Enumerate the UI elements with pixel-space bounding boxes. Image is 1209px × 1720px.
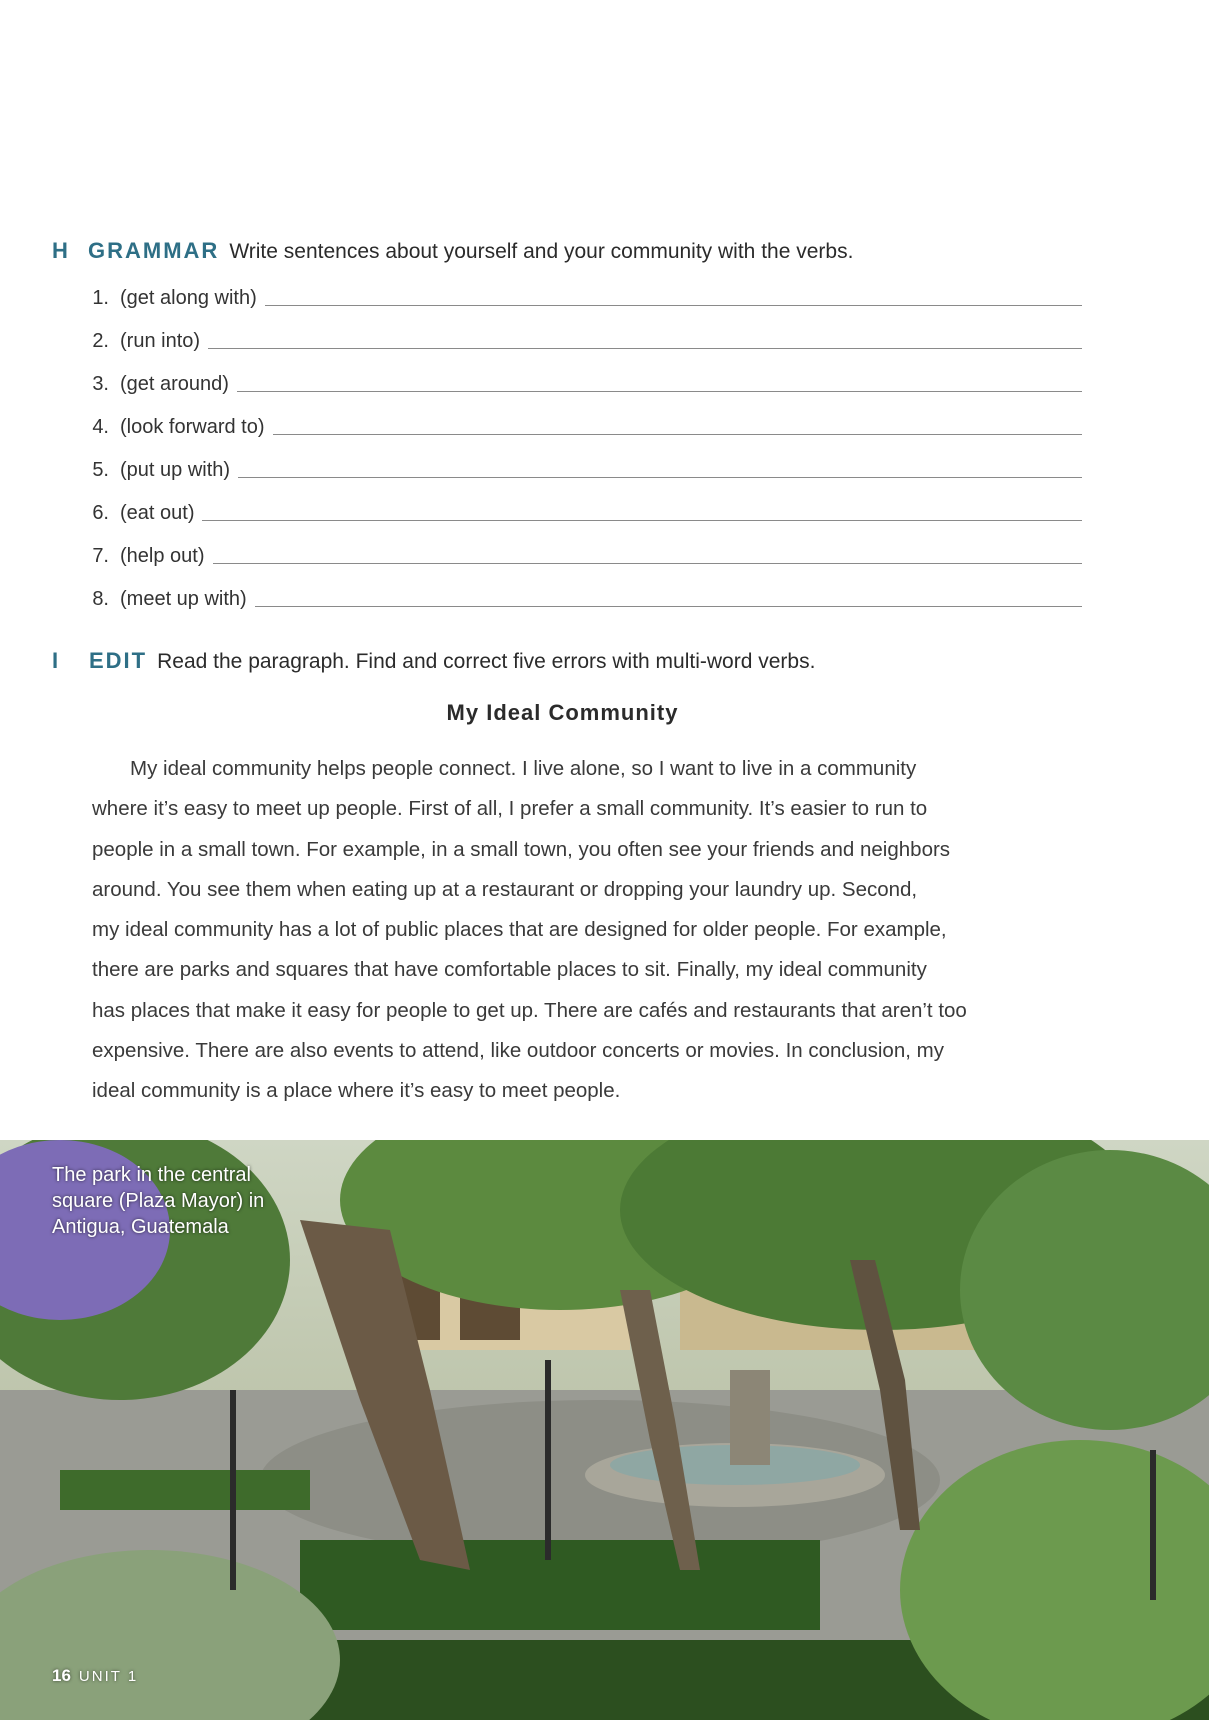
section-h-header: [52, 238, 853, 264]
section-instruction: Write sentences about yourself and your community with the verbs.: [229, 240, 854, 263]
item-verb: (look forward to): [120, 416, 265, 438]
section-letter: I: [52, 648, 59, 673]
item-number: 5.: [92, 459, 109, 481]
section-title: EDIT: [89, 648, 148, 673]
exercise-item: [82, 538, 1082, 568]
answer-line[interactable]: [273, 434, 1083, 435]
unit-label: UNIT 1: [78, 1668, 139, 1685]
essay-line: My ideal community helps people connect. I live alone, so I want to live in a community: [130, 757, 917, 780]
exercise-item: [82, 366, 1082, 396]
essay-line: my ideal community has a lot of public places that are designed for older people. For example,: [92, 918, 947, 942]
exercise-item: [82, 495, 1082, 525]
item-verb: (run into): [120, 330, 201, 352]
page-number: 16: [52, 1666, 71, 1685]
answer-line[interactable]: [255, 606, 1082, 607]
item-number: 2.: [92, 330, 109, 352]
section-title: GRAMMAR: [88, 238, 220, 263]
answer-line[interactable]: [237, 391, 1082, 392]
essay-line: there are parks and squares that have comfortable places to sit. Finally, my ideal community: [92, 958, 927, 982]
essay-line: ideal community is a place where it’s easy to meet people.: [92, 1079, 621, 1103]
item-number: 4.: [92, 416, 109, 438]
answer-line[interactable]: [238, 477, 1082, 478]
section-i-header: [52, 648, 815, 674]
item-number: 6.: [92, 502, 109, 524]
section-letter: H: [52, 238, 68, 263]
item-verb: (meet up with): [120, 588, 247, 610]
exercise-item: [82, 581, 1082, 611]
item-number: 8.: [92, 588, 109, 610]
essay-paragraph: [92, 749, 1042, 1112]
item-verb: (put up with): [120, 459, 231, 481]
exercise-item: [82, 280, 1082, 310]
essay-line: expensive. There are also events to attend, like outdoor concerts or movies. In conclusion, my: [92, 1039, 944, 1063]
item-verb: (get along with): [120, 287, 257, 309]
item-number: 1.: [92, 287, 109, 309]
item-number: 7.: [92, 545, 109, 567]
answer-line[interactable]: [265, 305, 1082, 306]
essay-line: where it’s easy to meet up people. First of all, I prefer a small community. It’s easier to run to: [92, 797, 928, 821]
item-verb: (help out): [120, 545, 205, 567]
essay-line: has places that make it easy for people to get up. There are cafés and restaurants that aren’t too: [92, 998, 967, 1022]
exercise-item: [82, 452, 1082, 482]
exercise-item: [82, 409, 1082, 439]
photo-caption: The park in the central square (Plaza Mayor) in Antigua, Guatemala: [52, 1164, 265, 1238]
item-number: 3.: [92, 373, 109, 395]
answer-line[interactable]: [213, 563, 1083, 564]
answer-line[interactable]: [208, 348, 1082, 349]
item-verb: (get around): [120, 373, 229, 395]
exercise-item: [82, 323, 1082, 353]
essay-line: people in a small town. For example, in a small town, you often see your friends and neighbors: [92, 837, 951, 861]
section-instruction: Read the paragraph. Find and correct five errors with multi-word verbs.: [157, 650, 816, 673]
page-footer: [52, 1666, 138, 1686]
answer-line[interactable]: [202, 520, 1082, 521]
item-verb: (eat out): [120, 502, 195, 524]
essay-line: around. You see them when eating up at a restaurant or dropping your laundry up. Second,: [92, 877, 918, 901]
essay-title: My Ideal Community: [446, 700, 679, 725]
